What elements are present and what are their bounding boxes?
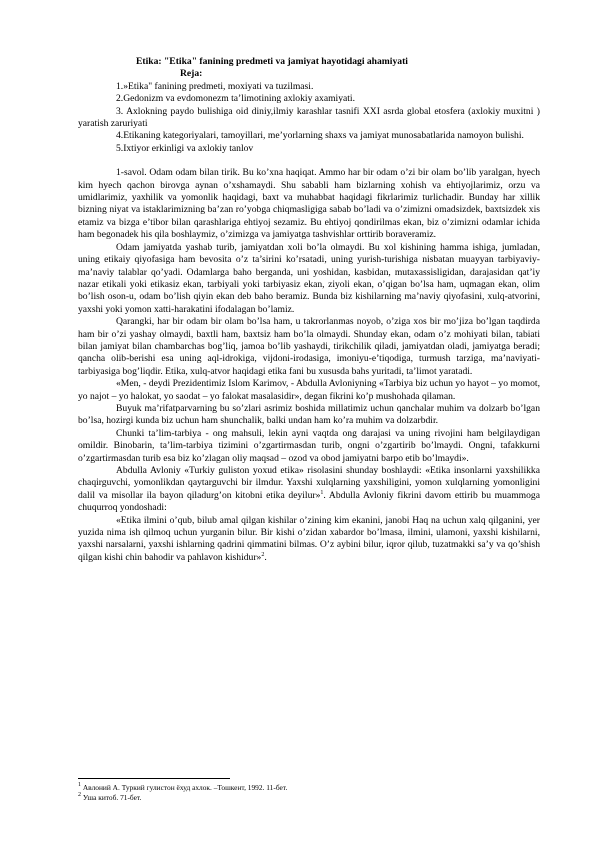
- plan-item: 2.Gedonizm va evdomonezm ta’limotining axlokiy axamiyati.: [116, 93, 355, 105]
- paragraph: Qarangki, har bir odam bir olam bo’lsa ham, u takrorlanmas noyob, o’ziga xos bir mo’jiza bo’lgan taqdirda ham bir o’zi yashay olmaydi, baxtli ham, baxtsiz ham bo’la olmaydi. Shunday ekan, odam o’z mohiyati bilan, tabiati bilan jamiyat bilan chambarchas bog’liq, jamoa bo’lib yashaydi, tirikchilik qiladi, jamiyatdan oladi, jamiyatga beradi; qancha olib-berishi esa uning aql-idrokiga, vijdoni-irodasiga, imoniyu-e’tiqodiga, turmush tarziga, ma’naviyati-tarbiyasiga bog’liqdir. Etika, xulq-atvor haqidagi etika fani bu xususda bahs yuritadi, ta’limot yaratadi.: [78, 316, 540, 377]
- plan-item: 1.»Etika" fanining predmeti, moxiyati va tuzilmasi.: [116, 80, 314, 92]
- footnote: [78, 793, 478, 803]
- plan-item: 3. Axlokning paydo bulishiga oid diniy,ilmiy karashlar tasnifi XXI asrda global etosfera (axlokiy muxitni ) yaratish zaruriyati: [78, 105, 540, 130]
- paragraph-text: «Etika ilmini o’qub, bilub amal qilgan kishilar o’zining kim ekanini, janobi Haq na uchun xalq qilganini, yer yuzida nima ish qilmoq uchun yurganin bilur. Bir kishi o’zidan xabardor bo’lmasa, ilmini, ulamoni, yaxshi kishilarni, yaxshi narsalarni, yaxshi ishlarning qadrini qimmatini bilmas. O’z aybini bilur, iqror qilub, tuzatmakki sa’y va qo’shish qilgan kishi chin bahodir va pahlavon kishidur»: [78, 514, 540, 563]
- page-title: Etika: "Etika" fanining predmeti va jamiyat hayotidagi ahamiyati: [136, 56, 408, 67]
- plan-heading: Reja:: [180, 68, 203, 80]
- footnote-ref[interactable]: 2: [261, 551, 265, 558]
- footnote-number: 1: [78, 782, 81, 788]
- footnote-ref[interactable]: 1: [320, 489, 324, 496]
- footnote-text: Уша китоб. 71-бет.: [81, 793, 142, 802]
- footnote: [78, 783, 478, 793]
- paragraph: 1-savol. Odam odam bilan tirik. Bu ko’xna haqiqat. Ammo har bir odam o’zi bir olam bo’lib yaralgan, hyech kim hyech qachon birovga aynan o’xshamaydi. Shu sababli ham bizlarning xohish va ehtiyojlarimiz, orzu va umidlarimiz, yaxhilik va yomonlik haqidagi, baxt va muhabbat haqidagi fikrlarimiz turlichadir. Bunday har xillik bizning niyat va istaklarimizning ba’zan ro’yobga chiqmasligiga sabab bo’ladi va o’zimizni omadsizdek, baxtsizdek xis etamiz va bizga e’tibor bilan qarashlariga ehtiyoj sezamiz. Bu ehtiyoj qondirilmas ekan, biz o’zimizni odamlar ichida ham begonadek his qila boshlaymiz, o’zimizga va jamiyatga tashvishlar orttirib boraveramiz.: [78, 167, 540, 241]
- body-text: [78, 167, 540, 564]
- paragraph: «Men, - deydi Prezidentimiz Islom Karimov, - Abdulla Avloniyning «Tarbiya biz uchun yo hayot – yo momot, yo najot – yo halokat, yo saodat – yo falokat masalasidir», degan fikrini ko’p mushohada qilaman.: [78, 378, 540, 402]
- footnote-text: Авлоний А. Туркий гулистон ёхуд ахлок. –Тошкент, 1992. 11-бет.: [81, 783, 288, 792]
- paragraph: Buyuk ma’rifatparvarning bu so’zlari asrimiz boshida millatimiz uchun qanchalar muhim va dolzarb bo’lgan bo’lsa, hozirgi kunda biz uchun ham shunchalik, balki undan ham ko’ra muhim va dolzarbdir.: [78, 402, 540, 427]
- paragraph: Chunki ta’lim-tarbiya - ong mahsuli, lekin ayni vaqtda ong darajasi va uning rivojini ham belgilaydigan omildir. Binobarin, ta’lim-tarbiya tizimini o’zgartirmasdan turib, ongni o’zgartirib bo’lmaydi. Ongni, tafakkurni o’zgartirmasdan turib esa biz ko’zlagan oliy maqsad – ozod va obod jamiyatni barpo etib bo’lmaydi».: [78, 427, 540, 464]
- paragraph-text: .: [264, 551, 267, 563]
- text-column: [78, 56, 540, 564]
- plan-list: [78, 81, 540, 155]
- paragraph: [78, 515, 540, 565]
- paragraph: Odam jamiyatda yashab turib, jamiyatdan xoli bo’la olmaydi. Bu xol kishining hamma ishiga, jumladan, uning etikaiy qiyofasiga ham bevosita o’z ta’sirini ko’rsatadi, uning yurish-turishiga nisbatan muayyan tarbiyaviy-ma’naviy talablar qo’yadi. Odamlarga baho berganda, uni yoshidan, kasbidan, mutaxassisligidan, darajasidan qat’iy nazar etikali yoki etikasiz ekan, tarbiyali yoki tarbiyasiz ekan, ziyoli ekan, o’qigan bo’lsa ham, uqmagan ekan, olim bo’lish oson-u, odam bo’lish qiyin ekan deb baho beramiz. Bunda biz kishilarning ma’naviy qiyofasini, xulq-atvorini, yaxshi yoki yomon xatti-harakatini ifodalagan bo’lamiz.: [78, 241, 540, 315]
- footnote-divider: [78, 778, 230, 779]
- paragraph: [78, 465, 540, 515]
- footnote-number: 2: [78, 792, 81, 798]
- paragraph-text: . Abdulla Avloniy fikrini davom ettirib bu muammoga chuqurroq yondoshadi:: [78, 489, 540, 514]
- plan-item: 5.Ixtiyor erkinligi va axlokiy tanlov: [116, 142, 254, 154]
- plan-item: 4.Etikaning kategoriyalari, tamoyillari, me’yorlarning shaxs va jamiyat munosabatlarida namoyon bulishi.: [116, 130, 524, 142]
- paragraph-text: Abdulla Avloniy «Turkiy guliston yoxud etika» risolasini shunday boshlaydi: «Etika insonlarni yaxshilikka chaqirguvchi, yomonlikdan qaytarguvchi bir ilmdur. Yaxshi xulqlarning yaxshiligini, yomon xulqlarning yomonligini dalil va misollar ila bayon qiladurg’on kitobni etika deyilur»: [78, 465, 540, 501]
